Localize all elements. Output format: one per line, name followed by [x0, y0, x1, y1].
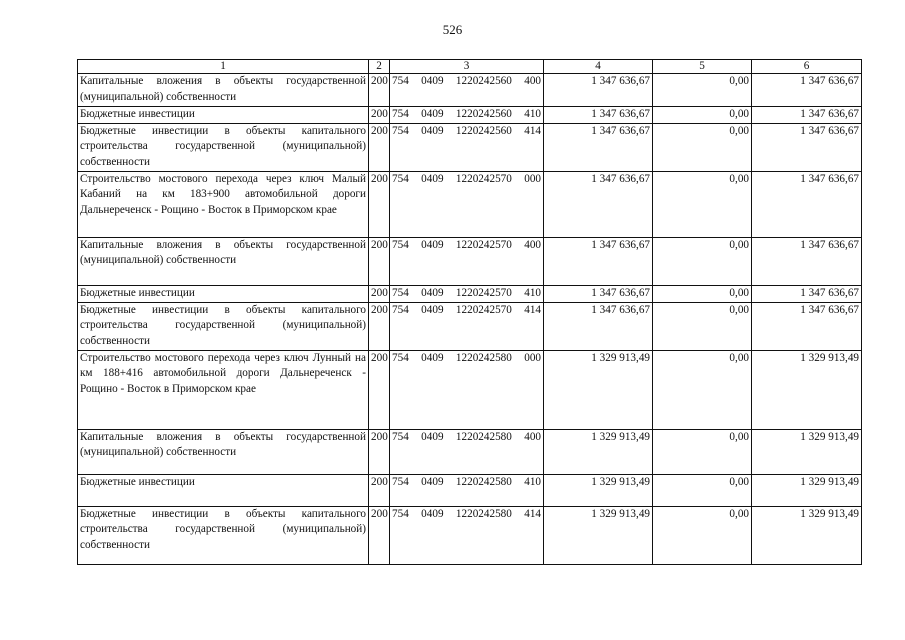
row-amount-col4: 1 329 913,49: [544, 506, 653, 564]
row-code-cell: 200: [369, 237, 390, 285]
row-name-cell: Капитальные вложения в объекты государственной (муниципальной) собственности: [78, 74, 369, 107]
row-csr-code: 1220242570: [455, 238, 512, 251]
row-vr-code: 000: [524, 351, 541, 364]
row-code-cell: 200: [369, 506, 390, 564]
table-row: [78, 285, 862, 302]
row-name-cell: Бюджетные инвестиции в объекты капитального строительства государственной (муниципальной) собственности: [78, 506, 369, 564]
row-amount-col4: 1 329 913,49: [544, 350, 653, 429]
row-amount-col5: 0,00: [653, 107, 752, 124]
row-code-cell: 200: [369, 74, 390, 107]
row-code-cell: 200: [369, 123, 390, 171]
row-razdel-code: 0409: [421, 108, 444, 120]
row-vedomstvo-code: 754: [392, 475, 409, 488]
row-amount-col6: 1 347 636,67: [752, 285, 862, 302]
row-razdel-code: 0409: [421, 507, 444, 520]
column-header: 5: [653, 60, 752, 74]
row-vr-code: 400: [524, 75, 541, 87]
row-razdel-code: 0409: [421, 75, 444, 87]
row-razdel-code: 0409: [421, 238, 444, 251]
row-name-cell: Капитальные вложения в объекты государственной (муниципальной) собственности: [78, 237, 369, 285]
table-row: [78, 237, 862, 285]
row-csr-code: 1220242560: [455, 108, 512, 120]
row-classification-cell: [390, 123, 544, 171]
row-vedomstvo-code: 754: [392, 303, 409, 316]
row-csr-code: 1220242580: [455, 430, 512, 443]
row-amount-col6: 1 347 636,67: [752, 171, 862, 237]
row-vedomstvo-code: 754: [392, 351, 409, 364]
column-header: 4: [544, 60, 653, 74]
row-amount-col4: 1 347 636,67: [544, 237, 653, 285]
row-csr-code: 1220242560: [455, 124, 512, 137]
row-razdel-code: 0409: [421, 351, 444, 364]
row-amount-col6: 1 347 636,67: [752, 302, 862, 350]
row-vedomstvo-code: 754: [392, 238, 409, 251]
row-vr-code: 410: [524, 475, 541, 488]
row-classification-cell: [390, 237, 544, 285]
row-razdel-code: 0409: [421, 475, 444, 488]
row-amount-col5: 0,00: [653, 171, 752, 237]
row-csr-code: 1220242560: [455, 75, 512, 87]
row-amount-col4: 1 329 913,49: [544, 474, 653, 506]
budget-table: [77, 59, 862, 565]
row-amount-col4: 1 347 636,67: [544, 285, 653, 302]
row-amount-col5: 0,00: [653, 506, 752, 564]
row-amount-col6: 1 329 913,49: [752, 429, 862, 474]
row-code-cell: 200: [369, 429, 390, 474]
row-csr-code: 1220242570: [455, 172, 512, 185]
row-vr-code: 410: [524, 108, 541, 120]
row-csr-code: 1220242580: [455, 475, 512, 488]
row-code-cell: 200: [369, 302, 390, 350]
row-vr-code: 400: [524, 430, 541, 443]
row-vr-code: 414: [524, 507, 541, 520]
column-header: 6: [752, 60, 862, 74]
row-classification-cell: [390, 429, 544, 474]
row-vr-code: 414: [524, 124, 541, 137]
row-amount-col6: 1 347 636,67: [752, 123, 862, 171]
row-vedomstvo-code: 754: [392, 75, 409, 87]
row-vedomstvo-code: 754: [392, 430, 409, 443]
row-amount-col5: 0,00: [653, 350, 752, 429]
row-vedomstvo-code: 754: [392, 507, 409, 520]
row-name-cell: Бюджетные инвестиции: [78, 107, 369, 124]
row-vr-code: 400: [524, 238, 541, 251]
row-amount-col6: 1 347 636,67: [752, 107, 862, 124]
row-vedomstvo-code: 754: [392, 286, 409, 299]
row-amount-col4: 1 347 636,67: [544, 107, 653, 124]
row-razdel-code: 0409: [421, 430, 444, 443]
row-vedomstvo-code: 754: [392, 172, 409, 185]
row-classification-cell: [390, 285, 544, 302]
row-classification-cell: [390, 302, 544, 350]
row-amount-col4: 1 347 636,67: [544, 171, 653, 237]
row-csr-code: 1220242570: [455, 286, 512, 299]
row-amount-col6: 1 329 913,49: [752, 350, 862, 429]
row-name-cell: Бюджетные инвестиции в объекты капитального строительства государственной (муниципальной) собственности: [78, 302, 369, 350]
row-classification-cell: [390, 107, 544, 124]
table-row: [78, 123, 862, 171]
row-name-cell: Бюджетные инвестиции: [78, 285, 369, 302]
row-code-cell: 200: [369, 285, 390, 302]
row-name-cell: Капитальные вложения в объекты государственной (муниципальной) собственности: [78, 429, 369, 474]
row-amount-col5: 0,00: [653, 285, 752, 302]
table-header-row: [78, 60, 862, 74]
row-name-cell: Строительство мостового перехода через ключ Малый Кабаний на км 183+900 автомобильной дороги Дальнереченск - Рощино - Восток в Приморском крае: [78, 171, 369, 237]
row-code-cell: 200: [369, 171, 390, 237]
row-vr-code: 414: [524, 303, 541, 316]
table-row: [78, 429, 862, 474]
row-amount-col6: 1 329 913,49: [752, 506, 862, 564]
row-vr-code: 000: [524, 172, 541, 185]
row-vr-code: 410: [524, 286, 541, 299]
row-amount-col6: 1 329 913,49: [752, 474, 862, 506]
table-row: [78, 350, 862, 429]
row-amount-col4: 1 347 636,67: [544, 123, 653, 171]
column-header: 1: [78, 60, 369, 74]
table-row: [78, 506, 862, 564]
row-razdel-code: 0409: [421, 286, 444, 299]
row-csr-code: 1220242570: [455, 303, 512, 316]
row-amount-col5: 0,00: [653, 237, 752, 285]
row-amount-col4: 1 347 636,67: [544, 302, 653, 350]
table-row: [78, 107, 862, 124]
row-classification-cell: [390, 506, 544, 564]
row-amount-col6: 1 347 636,67: [752, 237, 862, 285]
row-amount-col5: 0,00: [653, 123, 752, 171]
row-amount-col4: 1 347 636,67: [544, 74, 653, 107]
row-amount-col5: 0,00: [653, 302, 752, 350]
row-code-cell: 200: [369, 350, 390, 429]
column-header: 3: [390, 60, 544, 74]
row-classification-cell: [390, 171, 544, 237]
row-amount-col5: 0,00: [653, 429, 752, 474]
row-razdel-code: 0409: [421, 124, 444, 137]
row-classification-cell: [390, 350, 544, 429]
row-amount-col4: 1 329 913,49: [544, 429, 653, 474]
row-name-cell: Бюджетные инвестиции в объекты капитального строительства государственной (муниципальной) собственности: [78, 123, 369, 171]
row-name-cell: Строительство мостового перехода через ключ Лунный на км 188+416 автомобильной дороги Дальнереченск - Рощино - Восток в Приморском крае: [78, 350, 369, 429]
row-code-cell: 200: [369, 474, 390, 506]
table-row: [78, 302, 862, 350]
row-code-cell: 200: [369, 107, 390, 124]
row-classification-cell: [390, 474, 544, 506]
page-number: 526: [442, 22, 463, 37]
row-amount-col5: 0,00: [653, 474, 752, 506]
table-row: [78, 171, 862, 237]
row-amount-col5: 0,00: [653, 74, 752, 107]
row-razdel-code: 0409: [421, 303, 444, 316]
row-amount-col6: 1 347 636,67: [752, 74, 862, 107]
row-vedomstvo-code: 754: [392, 108, 409, 120]
table-row: [78, 474, 862, 506]
row-vedomstvo-code: 754: [392, 124, 409, 137]
column-header: 2: [369, 60, 390, 74]
row-csr-code: 1220242580: [455, 507, 512, 520]
row-classification-cell: [390, 74, 544, 107]
row-csr-code: 1220242580: [455, 351, 512, 364]
table-row: [78, 74, 862, 107]
row-name-cell: Бюджетные инвестиции: [78, 474, 369, 506]
row-razdel-code: 0409: [421, 172, 444, 185]
